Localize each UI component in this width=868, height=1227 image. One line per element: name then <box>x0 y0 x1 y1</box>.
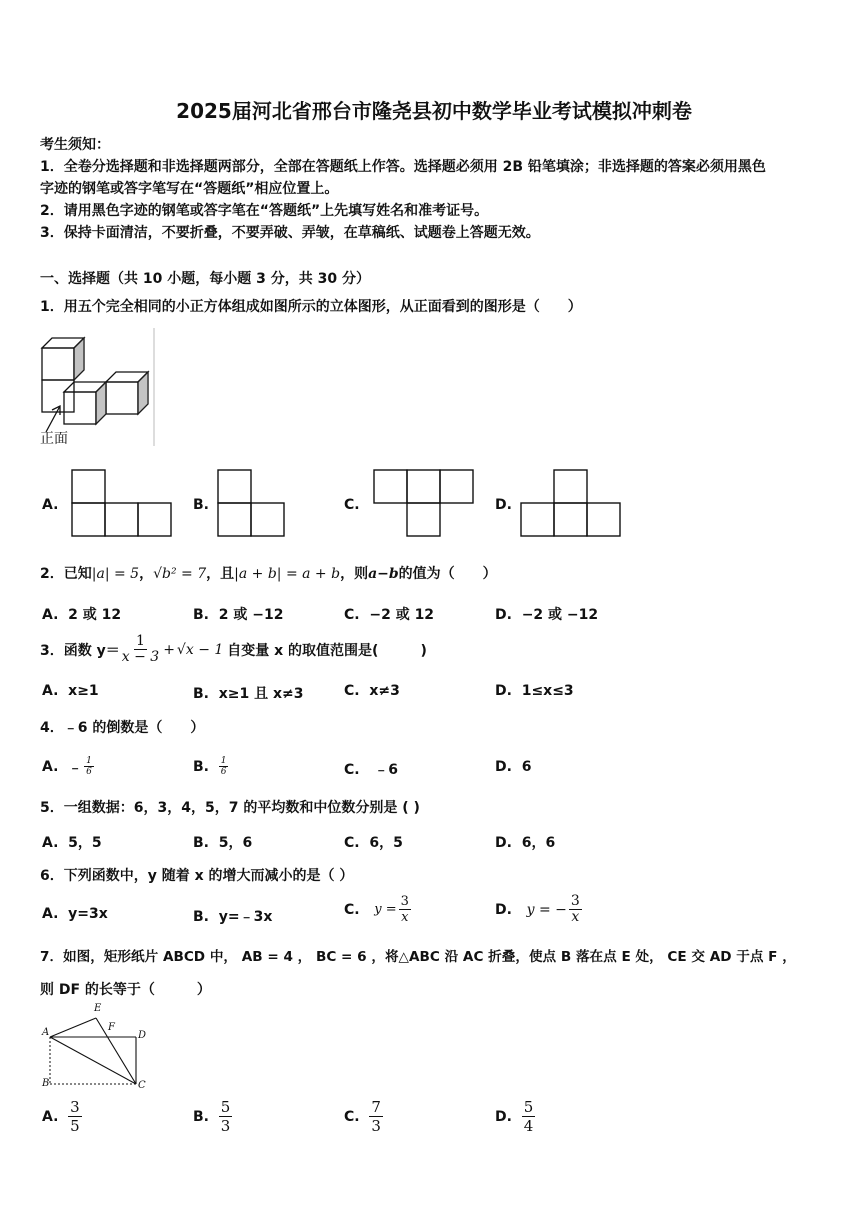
q2-stem-p2: ， <box>139 566 154 582</box>
q6-stem: 6．下列函数中，y 随着 x 的增大而减小的是（ ） <box>40 868 354 884</box>
section-heading: 一、选择题（共 10 小题，每小题 3 分，共 30 分） <box>40 271 370 287</box>
q7-point-c: C <box>138 1080 146 1091</box>
q3-stem-p2: 自变量 x 的取值范围是( ) <box>227 642 427 659</box>
q7-option-b: B. $\frac{5}{3}$ <box>193 1098 231 1135</box>
q2-abs-a: |a| = 5 <box>91 566 140 582</box>
q7-option-a: A. $\frac{3}{5}$ <box>42 1098 80 1135</box>
q1-stem: 1．用五个完全相同的小正方体组成如图所示的立体图形，从正面看到的图形是（ ） <box>40 299 582 315</box>
q2-abs-ab: |a + b| = a + b <box>234 566 341 582</box>
q3-stem-p1: 3．函数 y＝ <box>40 642 120 659</box>
notice-line-3: 3．保持卡面清洁，不要折叠，不要弄破、弄皱，在草稿纸、试题卷上答题无效。 <box>40 225 540 241</box>
q2-sqrt-b: √b² = 7 <box>153 566 207 582</box>
q3-stem <box>40 634 427 665</box>
q7-point-f: F <box>108 1022 115 1033</box>
q3-option-a: A. x≥1 <box>42 683 99 699</box>
q6-option-a: A. y=3x <box>42 906 108 922</box>
q2-option-d: D. −2 或 −12 <box>495 607 599 623</box>
q4-option-a: A. ﹣ $\frac{1}{6}$ <box>42 756 92 777</box>
q5-stem: 5．一组数据：6，3，4，5，7 的平均数和中位数分别是 ( ) <box>40 800 420 816</box>
q4-option-d: D. 6 <box>495 759 532 775</box>
q1-option-c-figure <box>372 468 476 538</box>
q2-stem <box>40 563 497 583</box>
q2-option-b: B. 2 或 −12 <box>193 607 284 623</box>
q1-option-b-figure <box>216 468 288 538</box>
q7-point-e: E <box>94 1003 102 1014</box>
q2-stem-p3: ，且 <box>206 566 235 582</box>
q2-stem-p1: 2．已知 <box>40 566 92 582</box>
q2-stem-p5: 的值为（ ） <box>398 566 497 582</box>
q3-option-b: B. x≥1 且 x≠3 <box>193 686 304 702</box>
q5-option-d: D. 6，6 <box>495 835 556 851</box>
q2-stem-p4: ，则 <box>340 566 369 582</box>
q4-stem: 4．﹣6 的倒数是（ ） <box>40 720 205 736</box>
q5-option-c: C. 6，5 <box>344 835 403 851</box>
q3-plus: + <box>163 641 175 658</box>
q1-option-a-label: A. <box>42 497 59 513</box>
q1-option-d-label: D. <box>495 497 512 513</box>
q7-option-c: C. $\frac{7}{3}$ <box>344 1098 381 1135</box>
notice-line-1a: 1．全卷分选择题和非选择题两部分，全部在答题纸上作答。选择题必须用 2B 铅笔填涂；非选择题的答案必须用黑色 <box>40 159 766 175</box>
q3-option-d: D. 1≤x≤3 <box>495 683 574 699</box>
q1-front-label: 正面 <box>40 431 68 447</box>
q6-option-d: D. y = − $\frac{3}{x}$ <box>495 893 580 925</box>
q4-option-b: B. $\frac{1}{6}$ <box>193 756 227 777</box>
q3-option-c: C. x≠3 <box>344 683 400 699</box>
q6-option-c: C. y = $\frac{3}{x}$ <box>344 894 409 925</box>
q3-sqrt: √x − 1 <box>176 641 224 658</box>
page-title: 2025届河北省邢台市隆尧县初中数学毕业考试模拟冲刺卷 <box>176 99 692 123</box>
q2-option-c: C. −2 或 12 <box>344 607 435 623</box>
q2-option-a: A. 2 或 12 <box>42 607 122 623</box>
notice-heading: 考生须知： <box>40 137 110 153</box>
notice-line-2: 2．请用黑色字迹的钢笔或答字笔在“答题纸”上先填写姓名和准考证号。 <box>40 203 489 219</box>
q5-option-b: B. 5，6 <box>193 835 253 851</box>
q7-stem-line-1: 7．如图，矩形纸片 ABCD 中， AB = 4 ， BC = 6 ，将△ABC 沿 AC 折叠，使点 B 落在点 E 处， CE 交 AD 于点 F ， <box>40 949 796 965</box>
q7-option-d: D. $\frac{5}{4}$ <box>495 1098 534 1135</box>
notice-line-1b: 字迹的钢笔或答字笔写在“答题纸”相应位置上。 <box>40 181 339 197</box>
q5-option-a: A. 5，5 <box>42 835 102 851</box>
q4-option-c: C. ﹣6 <box>344 762 398 778</box>
q3-fraction: $\frac{1}{x - 3}$ <box>121 633 160 665</box>
q7-point-b: B <box>42 1078 50 1089</box>
q6-option-b: B. y=﹣3x <box>193 909 273 925</box>
q1-option-c-label: C. <box>344 497 360 513</box>
q7-stem-line-2: 则 DF 的长等于（ ） <box>40 982 211 998</box>
q7-point-d: D <box>138 1030 147 1041</box>
q1-option-b-label: B. <box>193 497 209 513</box>
q1-option-d-figure <box>519 468 623 538</box>
q1-option-a-figure <box>70 468 174 538</box>
q2-a-minus-b: a−b <box>368 566 399 582</box>
q7-point-a: A <box>42 1027 50 1038</box>
